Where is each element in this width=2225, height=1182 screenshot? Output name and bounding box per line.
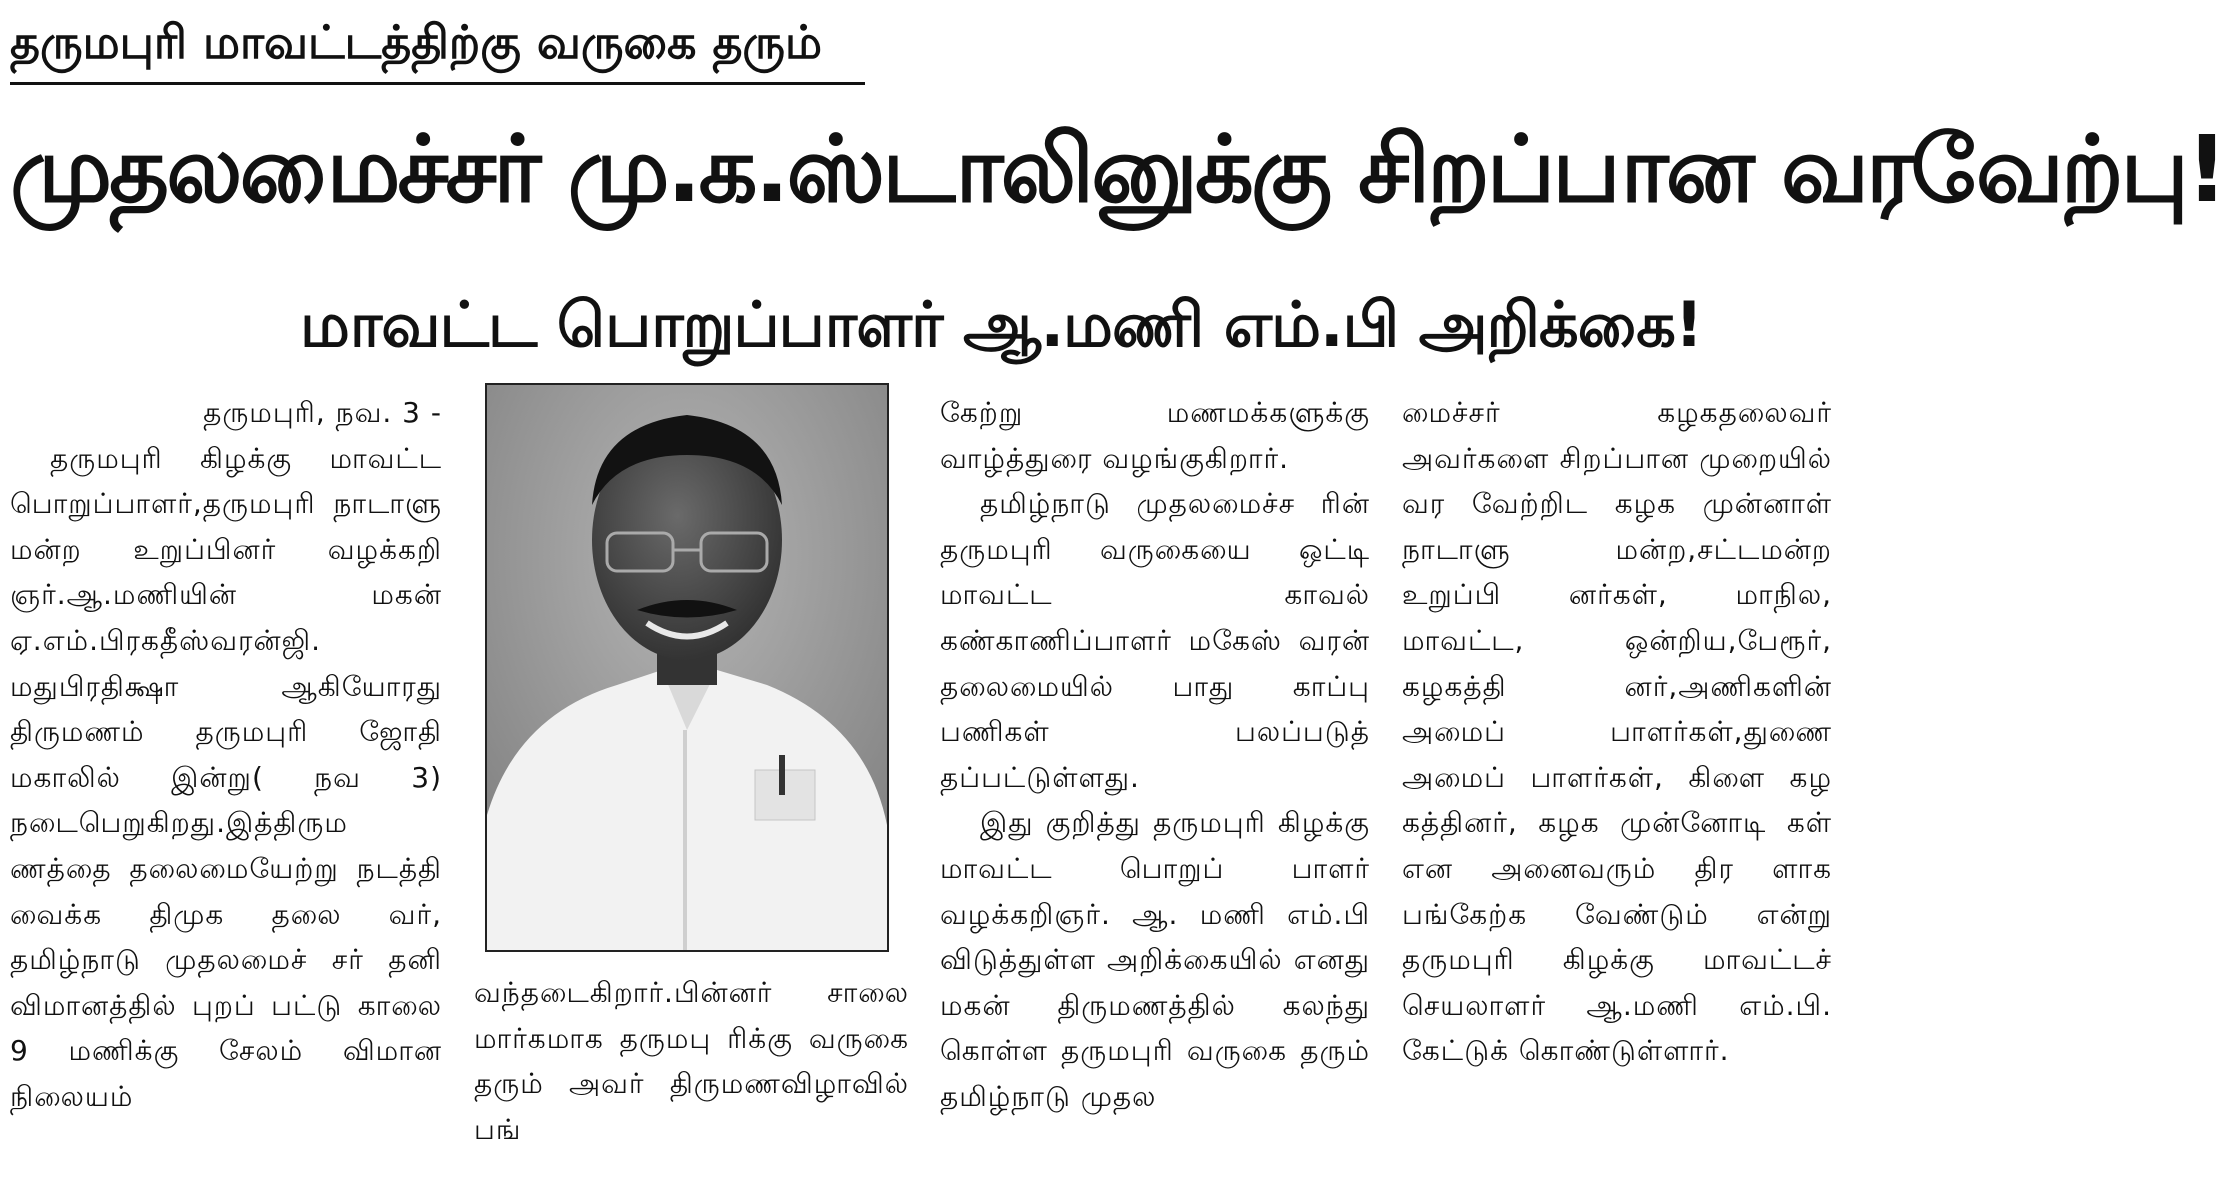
headline: முதலமைச்சர் மு.க.ஸ்டாலினுக்கு சிறப்பான வரவேற்பு! xyxy=(10,116,2225,223)
column-4 xyxy=(1402,390,1832,1074)
column-1 xyxy=(10,390,442,1120)
col3-paragraph-3: இது குறித்து தருமபுரி கிழக்கு மாவட்ட பொறுப் பாளர் வழக்கறிஞர். ஆ. மணி எம்.பி விடுத்துள்ள அறிக்கையில் எனது மகன் திருமணத்தில் கலந்து கொள்ள தருமபுரி வருகை தரும் தமிழ்நாடு முதல xyxy=(940,806,1370,1113)
col1-paragraph: தருமபுரி கிழக்கு மாவட்ட பொறுப்பாளர்,தருமபுரி நாடாளு மன்ற உறுப்பினர் வழக்கறி ஞர்.ஆ.மணியின் மகன் ஏ.எம்.பிரகதீஸ்வரன்ஜி. மதுபிரதிக்ஷா ஆகியோரது திருமணம் தருமபுரி ஜோதி மகாலில் இன்று( நவ 3) நடைபெறுகிறது.இத்திரும ணத்தை தலைமையேற்று நடத்தி வைக்க திமுக தலை வர், தமிழ்நாடு முதலமைச் சர் தனி விமானத்தில் புறப் பட்டு காலை 9 மணிக்கு சேலம் விமான நிலையம் xyxy=(10,441,442,1113)
col3-paragraph-2: தமிழ்நாடு முதலமைச்ச ரின் தருமபுரி வருகையை ஒட்டி மாவட்ட காவல் கண்காணிப்பாளர் மகேஸ் வரன் தலைமையில் பாது காப்பு பணிகள் பலப்படுத் தப்பட்டுள்ளது. xyxy=(940,487,1370,794)
col4-paragraph: மைச்சர் கழகதலைவர் அவர்களை சிறப்பான முறையில் வர வேற்றிட கழக முன்னாள் நாடாளு மன்ற,சட்டமன்ற உறுப்பி னர்கள், மாநில, மாவட்ட, ஒன்றிய,பேரூர், கழகத்தி னர்,அணிகளின் அமைப் பாளர்கள்,துணை அமைப் பாளர்கள், கிளை கழ கத்தினர், கழக முன்னோடி கள் என அனைவரும் திர ளாக பங்கேற்க வேண்டும் என்று தருமபுரி கிழக்கு மாவட்டச் செயலாளர் ஆ.மணி எம்.பி. கேட்டுக் கொண்டுள்ளார். xyxy=(1402,396,1832,1068)
column-3 xyxy=(940,390,1370,1120)
col3-paragraph-1: கேற்று மணமக்களுக்கு வாழ்த்துரை வழங்குகிறார். xyxy=(940,396,1370,475)
person-portrait-icon xyxy=(487,385,887,950)
kicker-line: தருமபுரி மாவட்டத்திற்கு வருகை தரும் xyxy=(10,15,823,69)
col2-paragraph: வந்தடைகிறார்.பின்னர் சாலை மார்கமாக தருமபு ரிக்கு வருகை தரும் அவர் திருமணவிழாவில் பங் xyxy=(474,976,909,1146)
portrait-photo xyxy=(485,383,889,952)
kicker-underline xyxy=(10,82,865,85)
dateline: தருமபுரி, நவ. 3 - xyxy=(203,396,442,429)
column-2 xyxy=(474,970,909,1152)
subheadline: மாவட்ட பொறுப்பாளர் ஆ.மணி எம்.பி அறிக்கை! xyxy=(300,288,1703,361)
